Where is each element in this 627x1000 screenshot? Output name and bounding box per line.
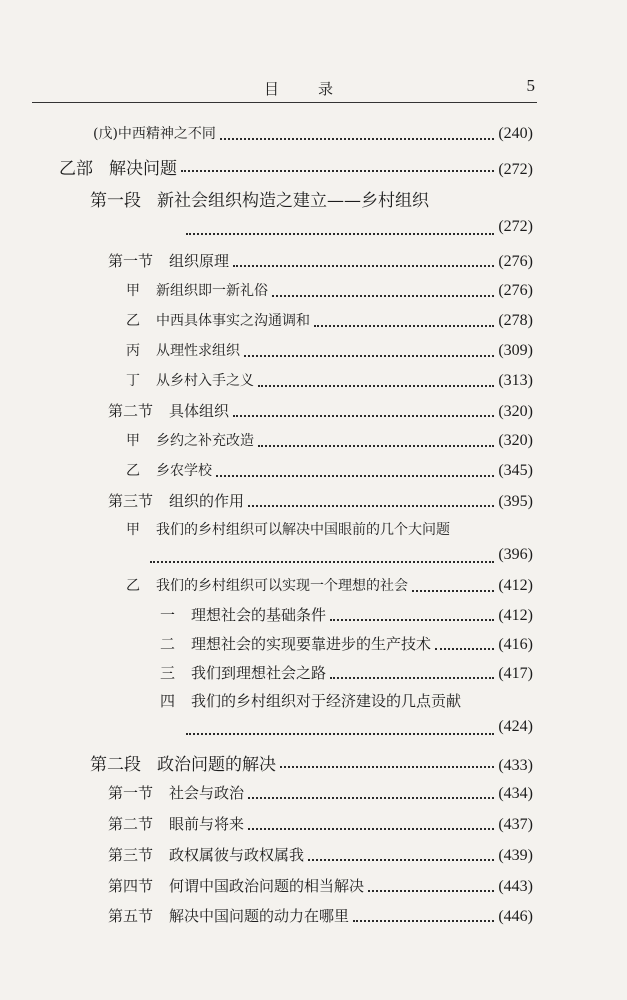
toc-entry-continuation: [150, 546, 533, 570]
toc-page-number: (345): [498, 462, 533, 479]
header-title: 目 录: [263, 80, 345, 98]
leader-dots: [220, 130, 494, 140]
leader-dots: [233, 257, 494, 267]
toc-page-number: (416): [498, 636, 533, 653]
leader-dots: [258, 437, 494, 447]
leader-dots: [353, 912, 494, 922]
toc-entry-label: 从乡村入手之义: [156, 373, 254, 389]
toc-entry-number: 甲: [126, 522, 140, 538]
toc-entry: [126, 280, 533, 304]
toc-page-number: (272): [498, 218, 533, 235]
toc-page-number: (412): [498, 607, 533, 624]
toc-entry: [108, 813, 533, 837]
toc-entry: [126, 430, 533, 454]
toc-entry: [59, 154, 533, 178]
toc-entry-number: 第四节: [108, 877, 154, 895]
toc-page-number: (437): [498, 816, 533, 833]
toc-entry-number: 丙: [126, 343, 140, 359]
toc-entry-number: 第二节: [108, 402, 154, 420]
toc-entry: [126, 575, 533, 599]
toc-entry: [160, 690, 461, 714]
leader-dots: [314, 317, 494, 327]
leader-dots: [181, 160, 494, 171]
toc-entry-number: 第一节: [108, 252, 154, 270]
toc-entry: [90, 750, 533, 774]
toc-entry-label: 组织原理: [169, 252, 230, 270]
toc-entry: [108, 400, 533, 424]
toc-entry-label: 中西具体事实之沟通调和: [156, 313, 310, 329]
toc-page-number: (396): [498, 546, 533, 563]
toc-entry-label: 理想社会的基础条件: [191, 606, 327, 624]
leader-dots: [280, 756, 494, 767]
toc-entry-number: 四: [160, 692, 176, 710]
toc-entry-label: 解决问题: [109, 159, 177, 179]
header-page-number: 5: [526, 76, 535, 95]
toc-page-number: (240): [498, 125, 533, 142]
toc-entry-number: 第一节: [108, 784, 154, 802]
toc-entry-number: 乙: [126, 463, 140, 479]
leader-dots: [258, 377, 494, 387]
toc-entry-label: 眼前与将来: [169, 815, 245, 833]
toc-page-number: (313): [498, 372, 533, 389]
toc-entry-continuation: [186, 218, 533, 242]
toc-entry-number: 甲: [126, 283, 140, 299]
toc-entry: [108, 782, 533, 806]
toc-entry-number: 乙: [126, 578, 140, 594]
toc-entry-number: 第三节: [108, 492, 154, 510]
toc-page-number: (272): [498, 161, 533, 178]
leader-dots: [150, 553, 494, 564]
toc-entry: [108, 875, 533, 899]
leader-dots: [248, 789, 494, 799]
leader-dots: [272, 287, 494, 297]
leader-dots: [412, 582, 494, 592]
toc-page-number: (434): [498, 785, 533, 802]
toc-entry-label: 组织的作用: [169, 492, 245, 510]
toc-entry: [126, 310, 533, 334]
toc-entry-label: (戊)中西精神之不同: [93, 126, 216, 142]
toc-entry-label: 我们的乡村组织可以实现一个理想的社会: [156, 578, 408, 594]
toc-entry-label: 解决中国问题的动力在哪里: [169, 907, 350, 925]
toc-page-number: (320): [498, 432, 533, 449]
toc-entry-number: 第三节: [108, 846, 154, 864]
toc-entry-number: 二: [160, 635, 176, 653]
toc-entry-number: 三: [160, 664, 176, 682]
toc-entry-label: 社会与政治: [169, 784, 245, 802]
toc-entry-label: 乡约之补充改造: [156, 433, 254, 449]
toc-entry-label: 我们的乡村组织可以解决中国眼前的几个大问题: [156, 522, 450, 538]
toc-entry: [126, 370, 533, 394]
toc-entry-number: 乙部: [59, 159, 93, 179]
leader-dots: [186, 725, 494, 736]
toc-entry-number: 乙: [126, 313, 140, 329]
toc-entry-label: 政权属彼与政权属我: [169, 846, 305, 864]
toc-entry-label: 理想社会的实现要靠进步的生产技术: [191, 635, 432, 653]
toc-page-number: (309): [498, 342, 533, 359]
toc-entry: [108, 250, 533, 274]
toc-page-number: (446): [498, 908, 533, 925]
toc-page-number: (443): [498, 878, 533, 895]
toc-entry-label: 具体组织: [169, 402, 230, 420]
leader-dots: [308, 851, 494, 861]
toc-entry: [93, 123, 533, 147]
leader-dots: [186, 225, 494, 236]
toc-entry-label: 新社会组织构造之建立——乡村组织: [157, 191, 429, 211]
toc-entry: [160, 633, 533, 657]
leader-dots: [330, 669, 494, 679]
toc-entry: [108, 844, 533, 868]
toc-page-number: (424): [498, 718, 533, 735]
toc-page-number: (433): [498, 757, 533, 774]
toc-entry: [90, 186, 429, 210]
toc-entry-continuation: [186, 718, 533, 742]
toc-entry: [108, 490, 533, 514]
toc-entry: [126, 460, 533, 484]
toc-page-number: (417): [498, 665, 533, 682]
leader-dots: [330, 611, 494, 621]
toc-entry: [108, 905, 533, 929]
leader-dots: [248, 497, 494, 507]
toc-entry: [126, 340, 533, 364]
toc-entry-number: 甲: [126, 433, 140, 449]
toc-page-number: (439): [498, 847, 533, 864]
leader-dots: [244, 347, 494, 357]
toc-entry: [126, 519, 450, 543]
toc-entry-number: 第二节: [108, 815, 154, 833]
toc-entry-label: 何谓中国政治问题的相当解决: [169, 877, 365, 895]
leader-dots: [233, 407, 494, 417]
leader-dots: [435, 640, 494, 650]
toc-entry-label: 从理性求组织: [156, 343, 240, 359]
toc-entry-number: 丁: [126, 373, 140, 389]
toc-page-number: (412): [498, 577, 533, 594]
toc-entry-number: 第五节: [108, 907, 154, 925]
toc-page-number: (278): [498, 312, 533, 329]
toc-page-number: (276): [498, 282, 533, 299]
toc-entry-label: 我们的乡村组织对于经济建设的几点贡献: [191, 692, 462, 710]
toc-entry-number: 第一段: [90, 191, 141, 211]
toc-entry: [160, 604, 533, 628]
toc-entry-label: 政治问题的解决: [157, 755, 276, 775]
toc-entry-label: 乡农学校: [156, 463, 212, 479]
leader-dots: [368, 882, 494, 892]
toc-entry: [160, 662, 533, 686]
toc-page-number: (276): [498, 253, 533, 270]
toc-page-number: (395): [498, 493, 533, 510]
toc-entry-label: 我们到理想社会之路: [191, 664, 327, 682]
leader-dots: [216, 467, 494, 477]
toc-entry-number: 一: [160, 606, 176, 624]
toc-entry-number: 第二段: [90, 755, 141, 775]
toc-entry-label: 新组织即一新礼俗: [156, 283, 268, 299]
leader-dots: [248, 820, 494, 830]
toc-page-number: (320): [498, 403, 533, 420]
